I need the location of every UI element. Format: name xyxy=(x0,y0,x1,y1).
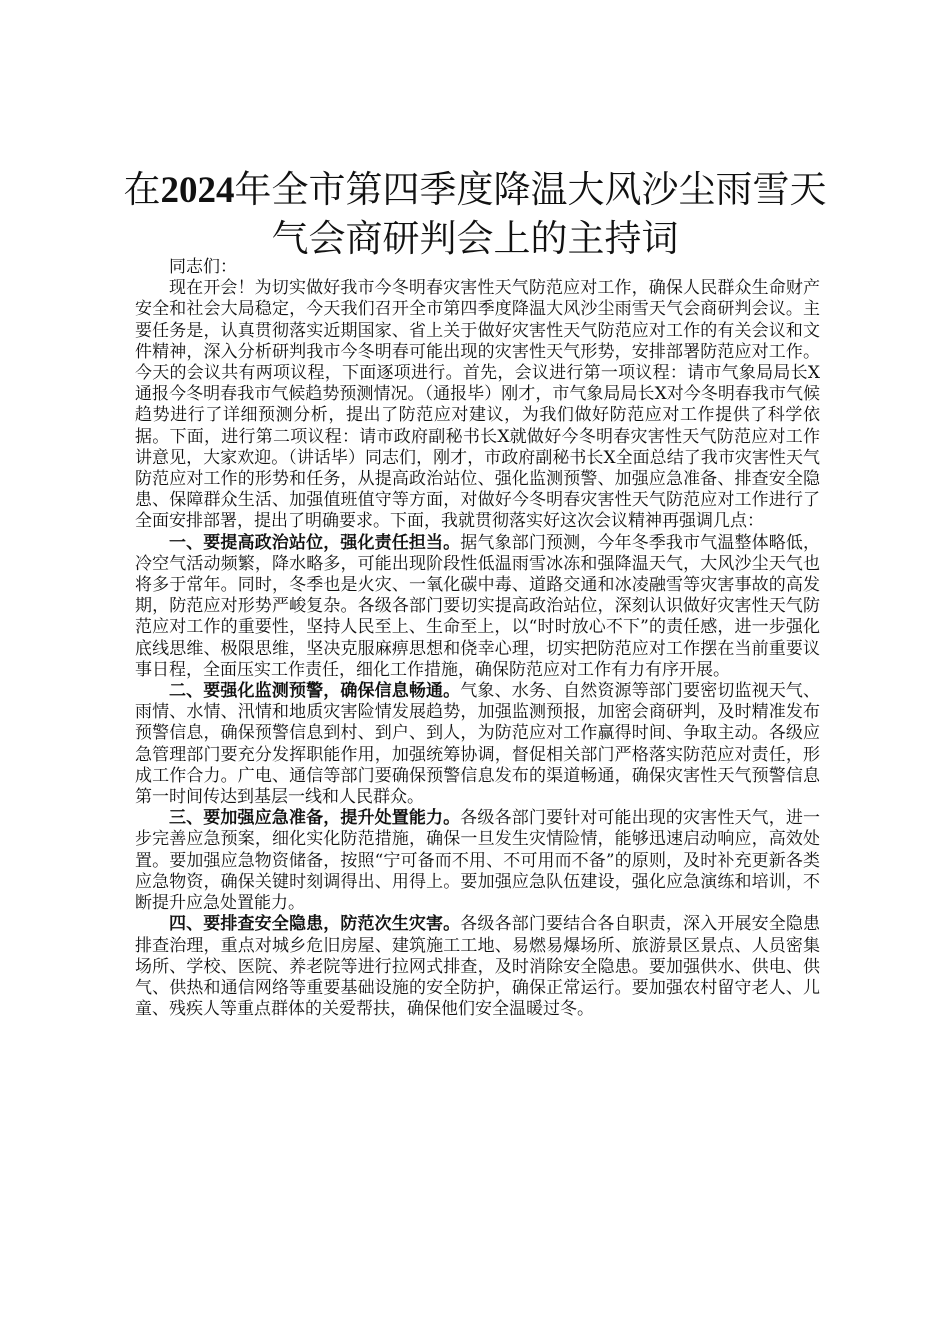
title-year: 2024 xyxy=(160,170,235,211)
salutation: 同志们： xyxy=(169,257,237,277)
section-heading: 二、要强化监测预警，确保信息畅通。 xyxy=(169,681,461,702)
section-heading: 四、要排查安全隐患，防范次生灾害。 xyxy=(169,914,461,935)
section-paragraph xyxy=(135,808,820,914)
opening-paragraph: 现在开会！为切实做好我市今冬明春灾害性天气防范应对工作，确保人民群众生命财产安全和社会大局稳定，今天我们召开全市第四季度降温大风沙尘雨雪天气会商研判会议。主要任务是，认真贯彻落实近期国家、省上关于做好灾害性天气防范应对工作的有关会议和文件精神，深入分析研判我市今冬明春可能出现的灾害性天气形势，安排部署防范应对工作。今天的会议共有两项议程，下面逐项进行。首先，会议进行第一项议程：请市气象局局长X通报今冬明春我市气候趋势预测情况。（通报毕）刚才，市气象局局长X对今冬明春我市气候趋势进行了详细预测分析，提出了防范应对建议，为我们做好防范应对工作提供了科学依据。下面，进行第二项议程：请市政府副秘书长X就做好今冬明春灾害性天气防范应对工作讲意见，大家欢迎。（讲话毕）同志们，刚才，市政府副秘书长X全面总结了我市灾害性天气防范应对工作的形势和任务，从提高政治站位、强化监测预警、加强应急准备、排查安全隐患、保障群众生活、加强值班值守等方面，对做好今冬明春灾害性天气防范应对工作进行了全面安排部署，提出了明确要求。下面，我就贯彻落实好这次会议精神再强调几点： xyxy=(135,278,820,532)
section-text: 各级各部门要针对可能出现的灾害性天气，进一步完善应急预案，细化实化防范措施，确保一旦发生灾情险情，能够迅速启动响应，高效处置。要加强应急物资储备，按照“宁可备而不用、不可用而不备”的原则，及时补充更新各类应急物资，确保关键时刻调得出、用得上。要加强应急队伍建设，强化应急演练和培训，不断提升应急处置能力。 xyxy=(135,808,820,914)
section-heading: 三、要加强应急准备，提升处置能力。 xyxy=(169,808,461,829)
section-text: 据气象部门预测，今年冬季我市气温整体略低，冷空气活动频繁，降水略多，可能出现阶段性低温雨雪冰冻和强降温天气，大风沙尘天气也将多于常年。同时，冬季也是火灾、一氧化碳中毒、道路交通和冰凌融雪等灾害事故的高发期，防范应对形势严峻复杂。各级各部门要切实提高政治站位，深刻认识做好灾害性天气防范应对工作的重要性，坚持人民至上、生命至上，以“时时放心不下”的责任感，进一步强化底线思维、极限思维，坚决克服麻痹思想和侥幸心理，切实把防范应对工作摆在当前重要议事日程，全面压实工作责任，细化工作措施，确保防范应对工作有力有序开展。 xyxy=(135,532,820,680)
section-text: 气象、水务、自然资源等部门要密切监视天气、雨情、水情、汛情和地质灾害险情发展趋势，加强监测预报，加密会商研判，及时精准发布预警信息，确保预警信息到村、到户、到人，为防范应对工作赢得时间、争取主动。各级应急管理部门要充分发挥职能作用，加强统筹协调，督促相关部门严格落实防范应对责任，形成工作合力。广电、通信等部门要确保预警信息发布的渠道畅通，确保灾害性天气预警信息第一时间传达到基层一线和人民群众。 xyxy=(135,681,820,808)
section-paragraph xyxy=(135,914,820,1020)
section-heading: 一、要提高政治站位，强化责任担当。 xyxy=(169,532,461,553)
section-paragraph xyxy=(135,533,820,681)
document-title xyxy=(120,166,830,263)
section-text: 各级各部门要结合各自职责，深入开展安全隐患排查治理，重点对城乡危旧房屋、建筑施工工地、易燃易爆场所、旅游景区景点、人员密集场所、学校、医院、养老院等进行拉网式排查，及时消除安全隐患。要加强供水、供电、供气、供热和通信网络等重要基础设施的安全防护，确保正常运行。要加强农村留守老人、儿童、残疾人等重点群体的关爱帮扶，确保他们安全温暖过冬。 xyxy=(135,914,820,1020)
title-prefix: 在 xyxy=(123,168,161,211)
section-paragraph xyxy=(135,681,820,808)
title-rest: 年全市第四季度降温大风沙尘雨雪天气会商研判会上的主持词 xyxy=(234,168,827,260)
document-body xyxy=(135,257,820,1020)
